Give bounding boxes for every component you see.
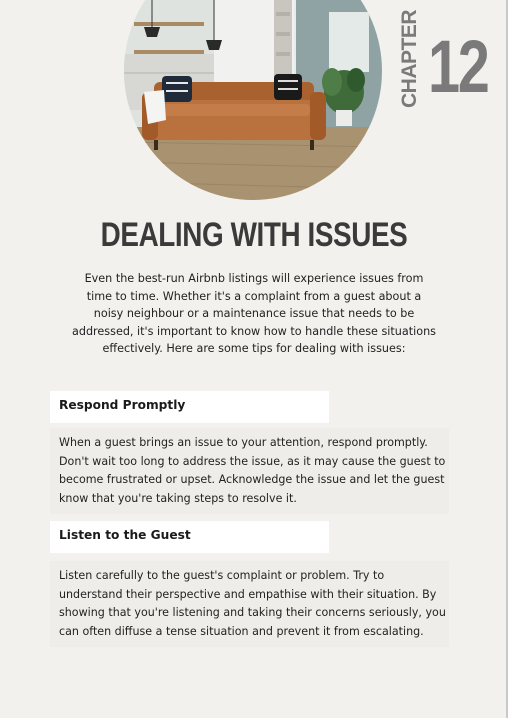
section-heading-text: Respond Promptly	[59, 398, 186, 412]
section-heading-respond-promptly	[50, 391, 329, 423]
section-heading-text: Listen to the Guest	[59, 528, 191, 542]
chapter-number: 12	[428, 25, 488, 108]
living-room-illustration	[124, 0, 382, 200]
section-body-listen-to-guest: Listen carefully to the guest's complaint or problem. Try to understand their perspective and empathise with their situation. By showing that you're listening and taking their concerns seriously, you can often diffuse a tense situation and prevent it from escalating.	[50, 561, 449, 647]
section-heading-listen-to-guest	[50, 521, 329, 553]
section-body-respond-promptly: When a guest brings an issue to your attention, respond promptly. Don't wait too long to address the issue, as it may cause the guest to become frustrated or upset. Acknowledge the issue and let the guest know that you're taking steps to resolve it.	[50, 428, 449, 514]
chapter-label: CHAPTER	[398, 9, 421, 108]
intro-paragraph: Even the best-run Airbnb listings will experience issues from time to time. Whether it's a complaint from a guest about a noisy neighbour or a maintenance issue that needs to be addressed, it's important to know how to handle these situations effectively. Here are some tips for dealing with issues:	[72, 272, 437, 355]
living-room-photo	[124, 0, 382, 200]
page-title: DEALING WITH ISSUES	[100, 216, 408, 254]
